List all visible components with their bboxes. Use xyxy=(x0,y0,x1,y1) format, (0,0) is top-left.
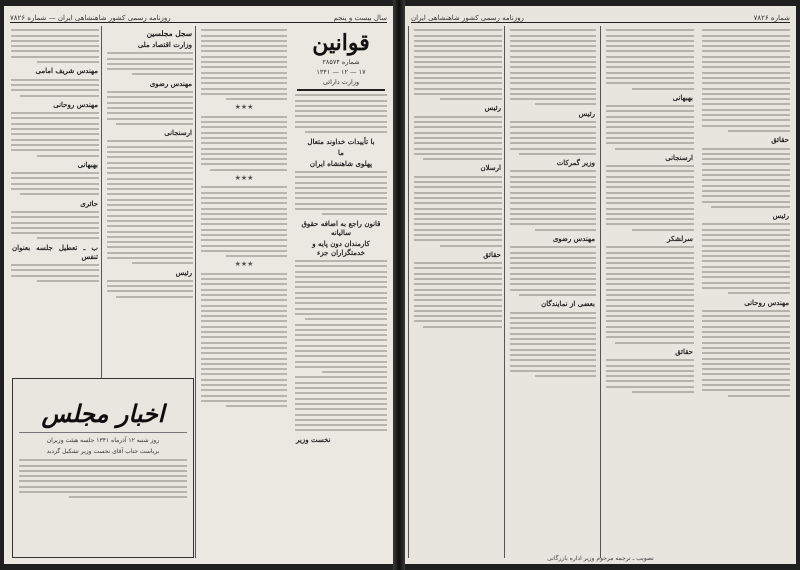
text-block xyxy=(412,29,504,100)
text-block xyxy=(199,273,289,407)
subhead-we: ما xyxy=(338,147,344,157)
text-block xyxy=(9,79,101,97)
debate-item-7: حقائق xyxy=(675,346,693,356)
right-header-issue: شماره ۷۸۲۶ xyxy=(753,14,790,22)
text-block xyxy=(700,29,792,132)
text-block xyxy=(604,29,696,89)
col2-item-6: ب ـ تعطیل جلسه بعنوان تنفس xyxy=(12,242,98,261)
debate-item-5: ارسنجانی xyxy=(665,152,693,162)
debate-item-1: حقائق xyxy=(771,135,789,145)
book-spine xyxy=(393,0,405,570)
col3-item-3: ارسنجانی xyxy=(164,128,192,138)
col2-item-3: مهندس روحانی xyxy=(53,99,98,109)
laws-date: ۱۷ — ۱۲ — ۱۳۴۱ xyxy=(316,68,366,76)
subhead-blessing: با تأییدات خداوند متعال xyxy=(307,136,375,146)
text-block xyxy=(9,172,101,195)
right-page xyxy=(405,6,796,564)
text-block xyxy=(9,211,101,239)
text-block xyxy=(293,94,389,133)
text-block xyxy=(508,29,598,105)
text-block xyxy=(508,170,598,230)
text-block xyxy=(604,359,696,393)
text-block xyxy=(604,105,696,149)
text-block xyxy=(508,246,598,296)
laws-number: شماره ۲۸۵۷۴ xyxy=(322,58,360,66)
debate-column-3 xyxy=(504,26,598,558)
debate-column-1 xyxy=(700,26,792,558)
text-block xyxy=(412,262,504,328)
text-block xyxy=(105,280,195,298)
debate-column-4 xyxy=(408,26,504,558)
right-page-footer: تصویب ـ ترجمه مرحوم وزیر اداره بازرگانی xyxy=(547,555,654,562)
text-block xyxy=(199,186,289,257)
text-block xyxy=(199,116,289,171)
debate-item-14: حقائق xyxy=(483,249,501,259)
law-title-1: قانون راجع به اضافه حقوق سالیانه xyxy=(301,218,381,237)
text-block xyxy=(604,165,696,231)
text-block xyxy=(604,246,696,343)
debate-item-9: وزیر گمرکات xyxy=(556,158,595,168)
text-block xyxy=(412,116,504,160)
separator-star: ★★★ xyxy=(234,174,254,183)
separator-star: ★★★ xyxy=(234,103,254,112)
debate-item-3: مهندس روحانی xyxy=(744,297,789,307)
separator-star: ★★★ xyxy=(234,260,254,269)
laws-masthead: قوانین xyxy=(312,30,370,56)
masthead-rule xyxy=(297,89,385,91)
subhead-shah: پهلوی شاهنشاه ایران xyxy=(309,158,373,168)
parliament-news-logo: اخبار مجلس xyxy=(41,399,165,428)
text-block xyxy=(508,312,598,378)
left-header-title: روزنامه رسمی کشور شاهنشاهی ایران — شماره ۷۸۲۶ xyxy=(10,14,171,22)
text-block xyxy=(508,121,598,155)
text-block xyxy=(105,91,195,125)
text-block xyxy=(9,264,101,282)
laws-ministry: وزارت دارائی xyxy=(322,78,360,86)
text-block xyxy=(9,112,101,156)
signature-line: نخست وزیر xyxy=(296,434,331,444)
text-block xyxy=(293,171,389,215)
law-title-2: کارمندان دون پایه و خدمتگزاران جزء xyxy=(312,238,370,257)
news-column-2 xyxy=(195,26,289,558)
debate-item-11: بعضی از نمایندگان xyxy=(541,299,595,309)
left-page xyxy=(4,6,393,564)
left-page-header xyxy=(10,10,387,23)
col3-heading: سجل مجلسین xyxy=(146,29,192,38)
text-block xyxy=(9,29,101,63)
debate-column-2 xyxy=(600,26,696,558)
debate-item-10: مهندس رضوی xyxy=(552,233,595,243)
left-header-issue: سال بیست و پنجم xyxy=(333,14,387,22)
box-dateline-2: بریاست جناب آقای نخست وزیر تشکیل گردید xyxy=(46,448,160,455)
text-block xyxy=(700,223,792,294)
text-block xyxy=(293,260,389,432)
debate-item-6: سرلشکر xyxy=(667,233,693,243)
laws-column xyxy=(293,26,389,558)
col3-item-1: وزارت اقتصاد ملی xyxy=(137,40,192,49)
debate-item-13: ارسلان xyxy=(480,163,501,173)
text-block xyxy=(105,52,195,75)
text-block xyxy=(700,310,792,397)
right-page-header xyxy=(411,10,790,23)
col2-item-5: حائری xyxy=(80,198,98,208)
text-block xyxy=(412,176,504,247)
col2-item-4: بهبهانی xyxy=(77,159,98,169)
text-block xyxy=(105,140,195,264)
col3-item-2: مهندس رضوی xyxy=(149,78,192,88)
right-header-title: روزنامه رسمی کشور شاهنشاهی ایران xyxy=(411,14,524,22)
text-block xyxy=(199,29,289,100)
debate-item-4: بهبهانی xyxy=(672,92,693,102)
text-block xyxy=(13,459,193,498)
debate-item-8: رئیس xyxy=(578,108,595,118)
col2-item-2: مهندس شریف امامی xyxy=(35,66,98,76)
debate-item-2: رئیس xyxy=(772,211,789,221)
debate-item-12: رئیس xyxy=(484,103,501,113)
col2-item-1: رئیس xyxy=(175,267,192,277)
text-block xyxy=(700,148,792,208)
box-dateline-1: روز شنبه ۱۲ آذرماه ۱۳۴۱ جلسه هیئت وزیران xyxy=(46,437,160,444)
parliament-news-box xyxy=(12,378,194,558)
box-divider xyxy=(19,432,187,433)
